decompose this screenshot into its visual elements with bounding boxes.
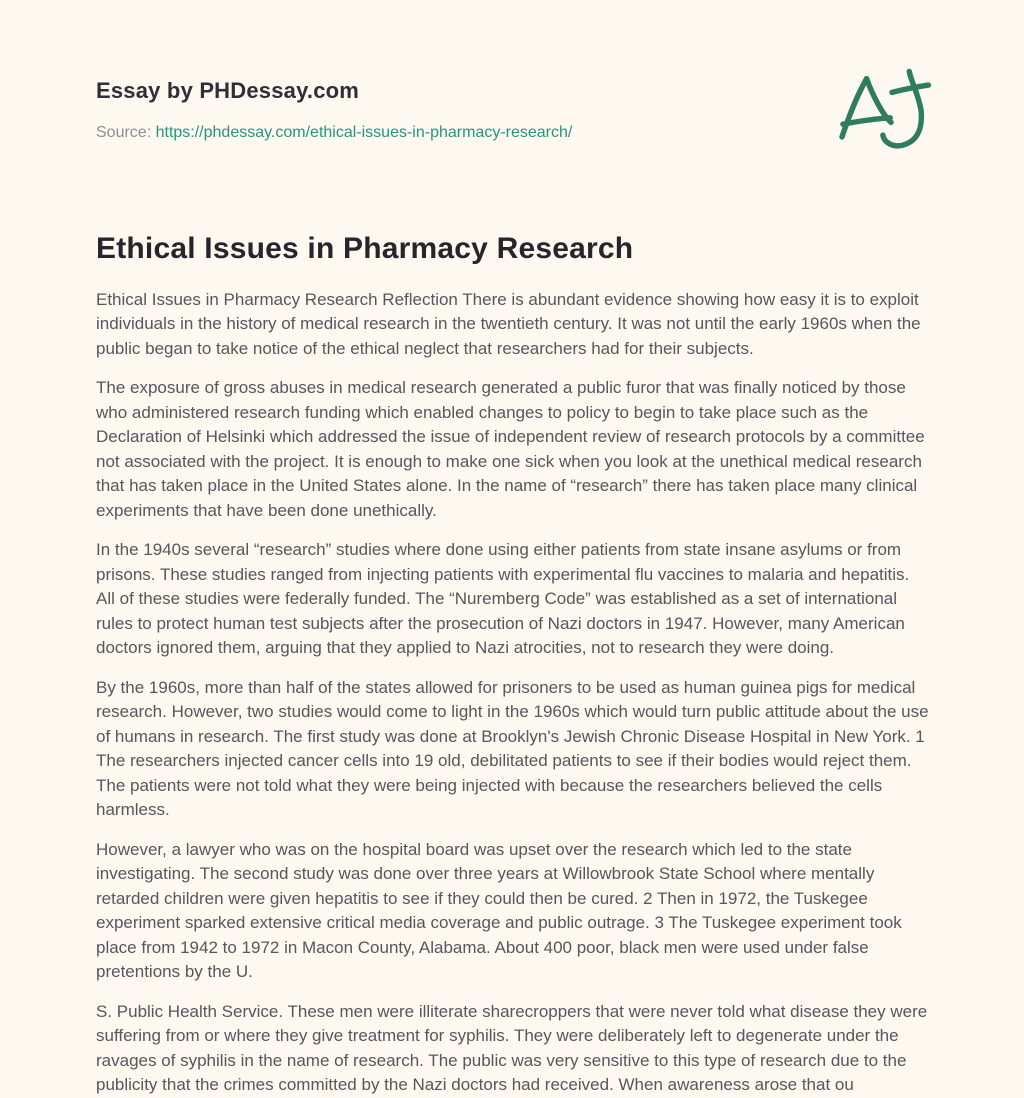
essay-article bbox=[96, 232, 928, 1098]
page-header bbox=[96, 78, 928, 142]
phdessay-a-plus-logo-icon bbox=[832, 64, 932, 168]
essay-paragraph: However, a lawyer who was on the hospital board was upset over the research which led to the state investigating. The second study was done over three years at Willowbrook State School where mentally retarded children were given hepatitis to see if they could then be cured. 2 Then in 1972, the Tuskegee experiment sparked extensive critical media coverage and public outrage. 3 The Tuskegee experiment took place from 1942 to 1972 in Macon County, Alabama. About 400 poor, black men were used under false pretentions by the U. bbox=[96, 839, 902, 981]
essay-paragraph: Ethical Issues in Pharmacy Research Reflection There is abundant evidence showing how easy it is to exploit individuals in the history of medical research in the twentieth century. It was not until the early 1960s when the public began to take notice of the ethical neglect that researchers had for their subjects. bbox=[96, 289, 921, 358]
essay-paragraph: In the 1940s several “research” studies where done using either patients from state insane asylums or from prisons. These studies ranged from injecting patients with experimental flu vaccines to malaria and hepatitis. All of these studies were federally funded. The “Nuremberg Code” was established as a set of international rules to protect human test subjects after the prosecution of Nazi doctors in 1947. However, many American doctors ignored them, arguing that they applied to Nazi atrocities, not to research they were doing. bbox=[96, 540, 910, 657]
source-line bbox=[96, 124, 928, 142]
essay-paragraph: By the 1960s, more than half of the states allowed for prisoners to be used as human guinea pigs for medical research. However, two studies would come to light in the 1960s which would turn public attitude about the use of humans in research. The first study was done at Brooklyn's Jewish Chronic Disease Hospital in New York. 1 The researchers injected cancer cells into 19 old, debilitated patients to see if their bodies would reject them. The patients were not told what they were being injected with because the researchers believed the cells harmless. bbox=[96, 677, 929, 819]
essay-title: Ethical Issues in Pharmacy Research bbox=[96, 232, 634, 265]
essay-paragraph: S. Public Health Service. These men were illiterate sharecroppers that were never told what disease they were suffering from or where they give treatment for syphilis. They were deliberately left to degenerate under the ravages of syphilis in the name of research. The public was very sensitive to this type of research due to the publicity that the crimes committed by the Nazi doctors had received. When awareness arose that ou bbox=[96, 1001, 928, 1094]
site-header-title: Essay by PHDessay.com bbox=[96, 78, 360, 103]
essay-body bbox=[96, 288, 929, 1098]
source-link[interactable]: https://phdessay.com/ethical-issues-in-pharmacy-research/ bbox=[155, 124, 573, 141]
essay-paragraph: The exposure of gross abuses in medical research generated a public furor that was finally noticed by those who administered research funding which enabled changes to policy to begin to take place such as the Declaration of Helsinki which addressed the issue of independent review of research protocols by a committee not associated with the project. It is enough to make one sick when you look at the unethical medical research that has taken place in the United States alone. In the name of “research” there has taken place many clinical experiments that have been done unethically. bbox=[96, 378, 925, 520]
source-label: Source: bbox=[96, 124, 152, 141]
